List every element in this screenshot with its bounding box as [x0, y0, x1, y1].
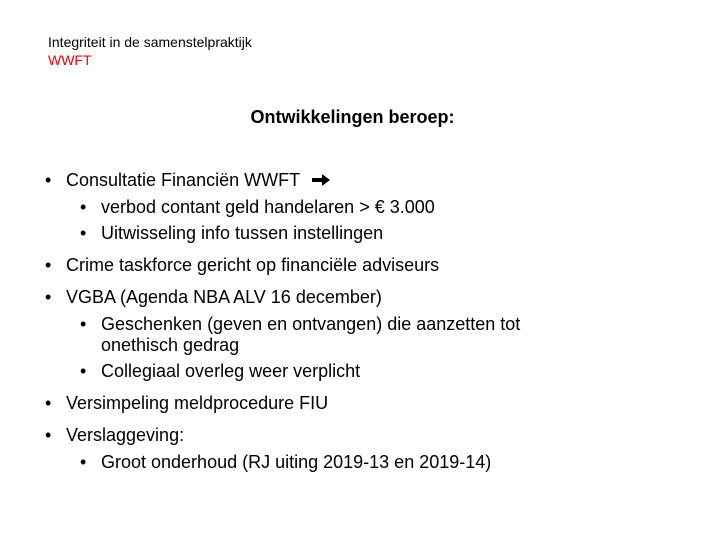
bullet-item-meldprocedure [45, 392, 329, 414]
header-subtitle: WWFT [48, 52, 92, 68]
bullet-text: onethisch gedrag [101, 335, 240, 355]
bullet-item-verslaggeving [45, 424, 185, 446]
bullet-item-geschenken [80, 313, 521, 335]
header-title: Integriteit in de samenstelpraktijk [48, 34, 252, 50]
bullet-item-crime-taskforce [45, 254, 440, 276]
slide-header [48, 33, 252, 69]
bullet-item-verbod-contant [80, 196, 435, 218]
bullet-item-vgba [45, 286, 382, 308]
bullet-text: Groot onderhoud (RJ uiting 2019-13 en 2019-14) [101, 452, 492, 472]
slide-heading: Ontwikkelingen beroep: [250, 107, 455, 127]
bullet-text: Uitwisseling info tussen instellingen [101, 223, 384, 243]
bullet-marker: • [80, 452, 87, 472]
bullet-marker: • [45, 255, 52, 275]
bullet-item-uitwisseling [80, 222, 384, 244]
bullet-marker: • [45, 393, 52, 413]
bullet-item-collegiaal-overleg [80, 360, 361, 382]
bullet-text: Crime taskforce gericht op financiële adviseurs [66, 255, 440, 275]
bullet-marker: • [45, 170, 52, 190]
bullet-marker: • [80, 361, 87, 381]
bullet-text: Versimpeling meldprocedure FIU [66, 393, 329, 413]
right-arrow-icon [311, 171, 331, 187]
bullet-text: VGBA (Agenda NBA ALV 16 december) [66, 287, 382, 307]
bullet-item-geschenken-continued [101, 334, 239, 356]
bullet-marker: • [45, 425, 52, 445]
bullet-text: Consultatie Financiën WWFT [66, 170, 300, 190]
bullet-text: Verslaggeving: [66, 425, 185, 445]
bullet-marker: • [80, 314, 87, 334]
bullet-marker: • [80, 197, 87, 217]
bullet-marker: • [45, 287, 52, 307]
bullet-text: Collegiaal overleg weer verplicht [101, 361, 361, 381]
bullet-item-groot-onderhoud [80, 451, 492, 473]
bullet-marker: • [80, 223, 87, 243]
bullet-item-consultatie [45, 169, 331, 191]
bullet-text: Geschenken (geven en ontvangen) die aanzetten tot [101, 314, 521, 334]
bullet-text: verbod contant geld handelaren > € 3.000 [101, 197, 435, 217]
